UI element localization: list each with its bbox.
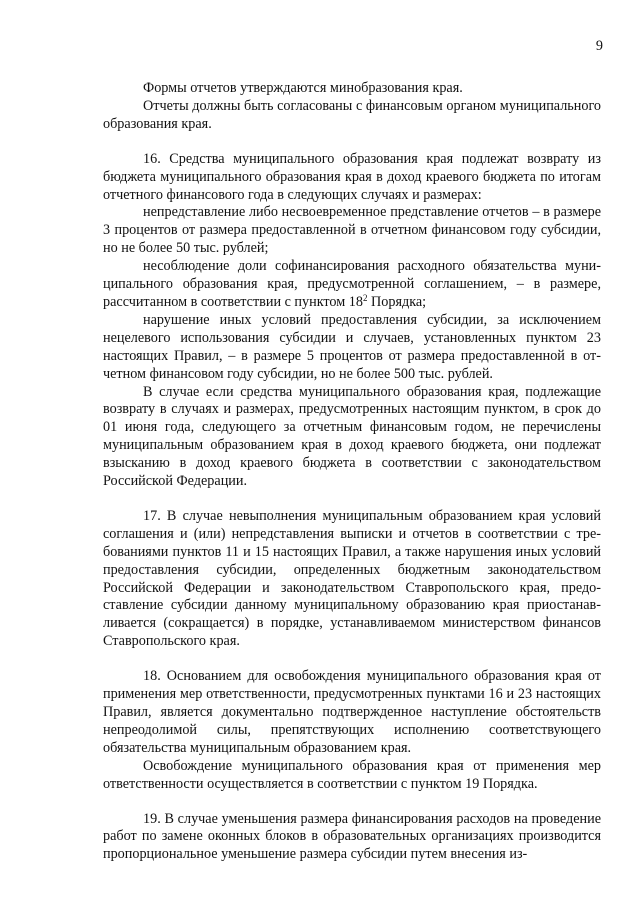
paragraph-clause-16-case-2-text: несоблюдение доли софинансирования расходного обязательства муниципального образования края, предусмотренной соглашением, – в размере, рассчитанном в соответствии с пунктом 18 [103,258,601,310]
document-body [103,80,601,864]
paragraph-clause-16: 16. Средства муниципального образования края подлежат возврату из бюджета муниципального образования края в доход краевого бюджета по итогам отчетного финансового года в следующих случаях и размерах: [103,150,601,203]
page-number: 9 [595,38,603,54]
paragraph-clause-18-exemption: Освобождение муниципального образования края от применения мер ответственности осуществляется в соответствии с пунктом 19 Порядка. [103,757,601,792]
paragraph-clause-19: 19. В случае уменьшения размера финансирования расходов на проведение работ по замене оконных блоков в образовательных организациях производится пропорциональное уменьшение размера субсидии путем внесения из- [103,810,601,863]
paragraph-report-forms: Формы отчетов утверждаются минобразования края. [143,80,463,96]
paragraph-clause-17: 17. В случае невыполнения муниципальным образованием края условий соглашения и (или) непредставления выписки и отчетов в соответствии с требованиями пунктов 11 и 15 настоящих Правил, а также нарушения иных условий предоставления субсидии, определенных бюджетным законодательством Российской Федерации и законодательством Ставропольского края, предоставление субсидии данному муниципальному образованию края приостанавливается (сокращается) в порядке, устанавливаемом министерством финансов Ставропольского края. [103,507,601,650]
paragraph-clause-16-case-2 [103,258,601,312]
footnote-superscript: 2 [362,292,368,303]
paragraph-clause-16-case-2-tail: Порядка; [367,293,427,310]
paragraph-clause-16-case-3: нарушение иных условий предоставления субсидии, за исключением нецелевого использования субсидии и случаев, установленных пунктом 23 настоящих Правил, – в размере 5 процентов от размера предоставленной в отчетном финансовом году субсидии, но не более 500 тыс. рублей. [103,311,601,382]
paragraph-report-approval: Отчеты должны быть согласованы с финансовым органом муниципального образования края. [103,97,601,132]
paragraph-clause-16-recovery: В случае если средства муниципального образования края, подлежащие возврату в случаях и размерах, предусмотренных настоящим пунктом, в срок до 01 июня года, следующего за отчетным финансовым годом, не перечислены муниципальным образованием края в доход краевого бюджета, они подлежат взысканию в доход краевого бюджета в соответствии с законодательством Российской Федерации. [103,383,601,490]
paragraph-clause-18: 18. Основанием для освобождения муниципального образования края от применения мер ответственности, предусмотренных пунктами 16 и 23 настоящих Правил, является документально подтвержденное наступление обстоятельств непреодолимой силы, препятствующих исполнению соответствующего обязательства муниципальным образованием края. [103,668,601,756]
paragraph-clause-16-case-1: непредставление либо несвоевременное представление отчетов – в размере 3 процентов от размера предоставленной в отчетном финансовом году субсидии, но не более 50 тыс. рублей; [103,204,601,257]
